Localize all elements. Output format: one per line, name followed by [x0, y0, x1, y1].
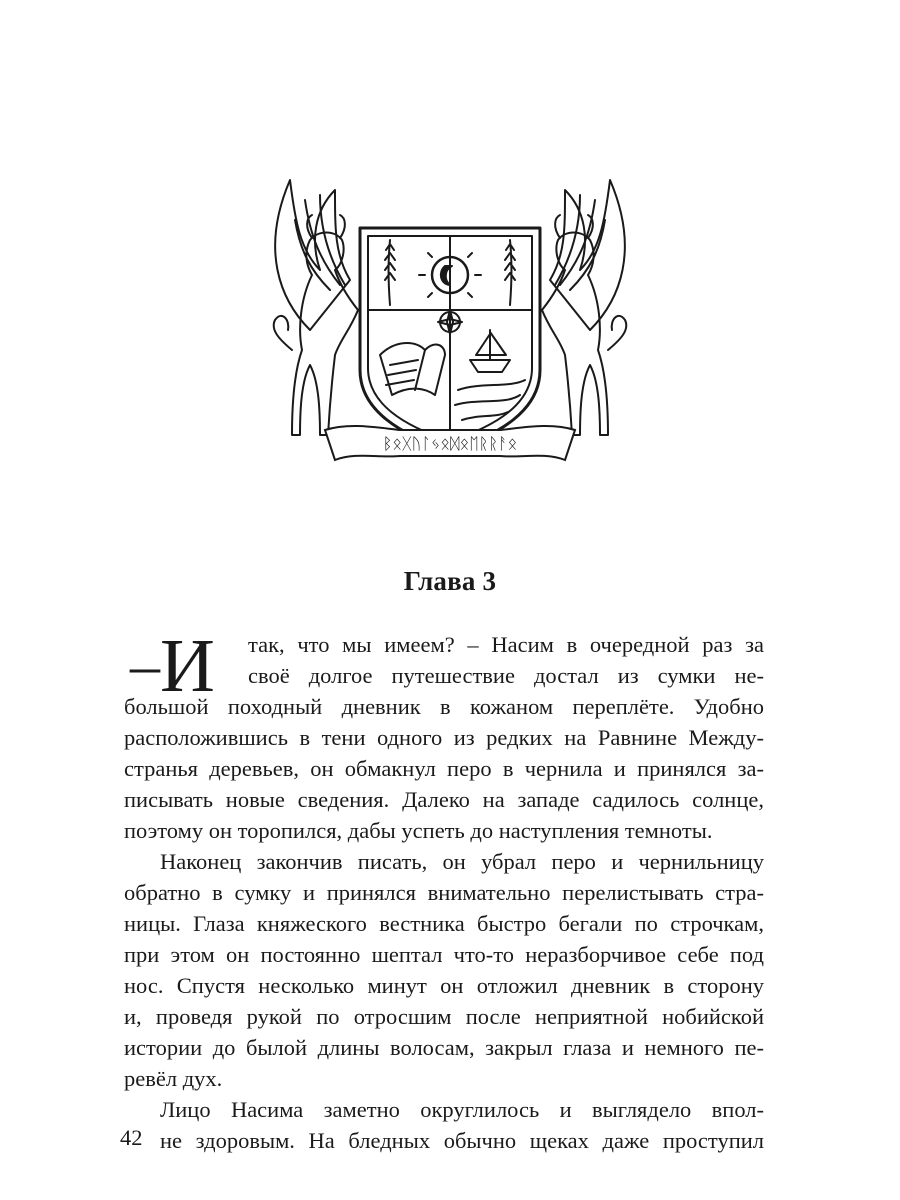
paragraph-line: обратно в сумку и принялся внимательно перелистывать стра- — [124, 880, 764, 905]
chapter-title: Глава 3 — [403, 566, 497, 596]
paragraph-line: ревёл дух. — [124, 1066, 223, 1091]
paragraph-line: так, что мы имеем? – Насим в очередной раз за — [248, 632, 764, 657]
coat-of-arms-illustration — [240, 160, 660, 480]
wheat-left — [385, 240, 395, 305]
paragraph-line: странья деревьев, он обмакнул перо в чернила и принялся за- — [124, 756, 764, 781]
paragraph-line: и, проведя рукой по отросшим после неприятной нобийской — [124, 1004, 764, 1029]
page-number: 42 — [120, 1125, 143, 1150]
paragraph-line: при этом он постоянно шептал что-то неразборчивое себе под — [124, 942, 764, 967]
paragraph-line: своё долгое путешествие достал из сумки не- — [248, 663, 764, 688]
paragraph-line: не здоровым. На бледных обычно щеках даже проступил — [160, 1128, 764, 1153]
paragraph-line: большой походный дневник в кожаном переплёте. Удобно — [124, 694, 764, 719]
dropcap-dash: – — [130, 632, 160, 698]
right-wing — [550, 180, 625, 330]
paragraph-line: расположившись в тени одного из редких на Равнине Между- — [124, 725, 764, 750]
paragraph-line: нос. Спустя несколько минут он отложил дневник в сторону — [124, 973, 764, 998]
paragraph-line: Лицо Насима заметно округлилось и выглядело впол- — [160, 1097, 764, 1122]
paragraph-line: писывать новые сведения. Далеко на западе садилось солнце, — [124, 787, 764, 812]
paragraph-line: поэтому он торопился, дабы успеть до наступления темноты. — [124, 818, 713, 843]
paragraph-line: Наконец закончив писать, он убрал перо и чернильницу — [160, 849, 764, 874]
paragraph-line: истории до былой длины волосам, закрыл глаза и немного пе- — [124, 1035, 764, 1060]
wheat-right — [505, 240, 515, 305]
ribbon-text: ᛒᛟᚷᚢᛚᛃᛟᛞᛟᛖᚱᚱᚨᛟ — [382, 434, 518, 453]
open-book — [380, 343, 445, 395]
left-wing — [275, 180, 350, 330]
paragraph-line: ницы. Глаза княжеского вестника быстро бегали по строчкам, — [124, 911, 764, 936]
ship — [470, 330, 510, 372]
dropcap-letter: И — [160, 624, 215, 708]
